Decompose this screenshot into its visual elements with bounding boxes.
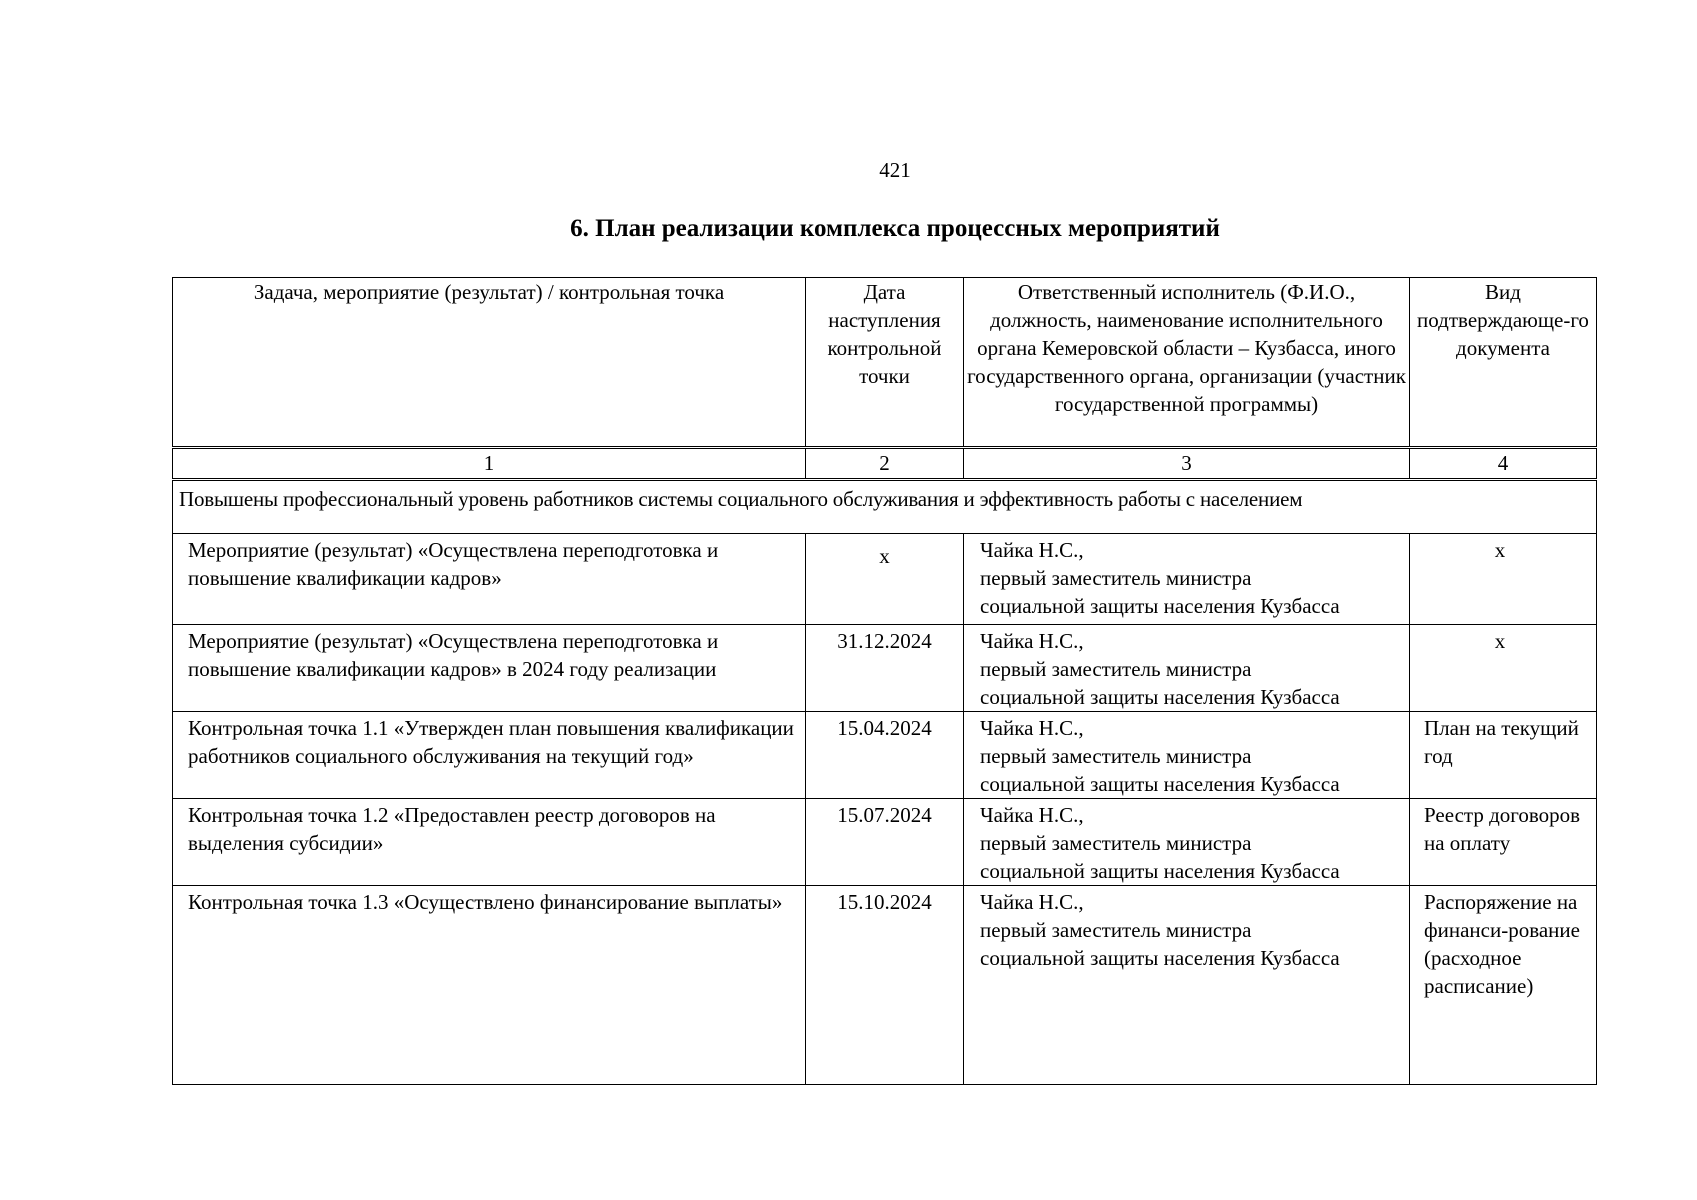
header-document: Вид подтверждающе-го документа xyxy=(1410,278,1597,448)
section-row xyxy=(173,480,1597,534)
column-number: 1 xyxy=(173,448,806,480)
responsible-position: первый заместитель министра xyxy=(980,744,1252,768)
responsible-organization: социальной защиты населения Кузбасса xyxy=(980,946,1340,970)
responsible-organization: социальной защиты населения Кузбасса xyxy=(980,594,1340,618)
document-cell: х xyxy=(1410,534,1597,625)
task-cell: Контрольная точка 1.1 «Утвержден план повышения квалификации работников социального обслуживания на текущий год» xyxy=(173,712,806,799)
header-task: Задача, мероприятие (результат) / контрольная точка xyxy=(173,278,806,448)
responsible-position: первый заместитель министра xyxy=(980,657,1252,681)
table-row xyxy=(173,625,1597,712)
responsible-name: Чайка Н.С., xyxy=(980,890,1084,914)
date-cell: 15.10.2024 xyxy=(806,886,964,1085)
page-number: 421 xyxy=(879,158,911,182)
responsible-organization: социальной защиты населения Кузбасса xyxy=(980,859,1340,883)
implementation-plan-table xyxy=(172,277,1597,1085)
responsible-position: первый заместитель министра xyxy=(980,566,1252,590)
date-cell: 15.07.2024 xyxy=(806,799,964,886)
task-cell: Мероприятие (результат) «Осуществлена переподготовка и повышение квалификации кадров» в 2024 году реализации xyxy=(173,625,806,712)
column-number: 3 xyxy=(964,448,1410,480)
responsible-cell xyxy=(964,534,1410,625)
table-row xyxy=(173,534,1597,625)
page-title: 6. План реализации комплекса процессных мероприятий xyxy=(570,215,1220,242)
responsible-position: первый заместитель министра xyxy=(980,918,1252,942)
table-header-row xyxy=(173,278,1597,448)
responsible-organization: социальной защиты населения Кузбасса xyxy=(980,685,1340,709)
responsible-name: Чайка Н.С., xyxy=(980,716,1084,740)
column-number: 4 xyxy=(1410,448,1597,480)
responsible-name: Чайка Н.С., xyxy=(980,629,1084,653)
responsible-name: Чайка Н.С., xyxy=(980,538,1084,562)
date-cell: х xyxy=(806,534,964,625)
responsible-cell xyxy=(964,886,1410,1085)
task-cell: Контрольная точка 1.3 «Осуществлено финансирование выплаты» xyxy=(173,886,806,1085)
responsible-cell xyxy=(964,625,1410,712)
date-cell: 31.12.2024 xyxy=(806,625,964,712)
table-row xyxy=(173,886,1597,1085)
document-cell: Распоряжение на финанси-рование (расходное расписание) xyxy=(1410,886,1597,1085)
task-cell: Мероприятие (результат) «Осуществлена переподготовка и повышение квалификации кадров» xyxy=(173,534,806,625)
column-number: 2 xyxy=(806,448,964,480)
responsible-position: первый заместитель министра xyxy=(980,831,1252,855)
section-title: Повышены профессиональный уровень работников системы социального обслуживания и эффективность работы с населением xyxy=(173,480,1597,534)
table-row xyxy=(173,712,1597,799)
document-cell: План на текущий год xyxy=(1410,712,1597,799)
document-cell: Реестр договоров на оплату xyxy=(1410,799,1597,886)
column-number-row xyxy=(173,448,1597,480)
task-cell: Контрольная точка 1.2 «Предоставлен реестр договоров на выделения субсидии» xyxy=(173,799,806,886)
header-responsible: Ответственный исполнитель (Ф.И.О., должность, наименование исполнительного органа Кемеровской области – Кузбасса, иного государственного органа, организации (участник государственной программы) xyxy=(964,278,1410,448)
header-date: Дата наступления контрольной точки xyxy=(806,278,964,448)
responsible-name: Чайка Н.С., xyxy=(980,803,1084,827)
responsible-cell xyxy=(964,712,1410,799)
date-cell: 15.04.2024 xyxy=(806,712,964,799)
table-row xyxy=(173,799,1597,886)
responsible-cell xyxy=(964,799,1410,886)
responsible-organization: социальной защиты населения Кузбасса xyxy=(980,772,1340,796)
document-cell: х xyxy=(1410,625,1597,712)
